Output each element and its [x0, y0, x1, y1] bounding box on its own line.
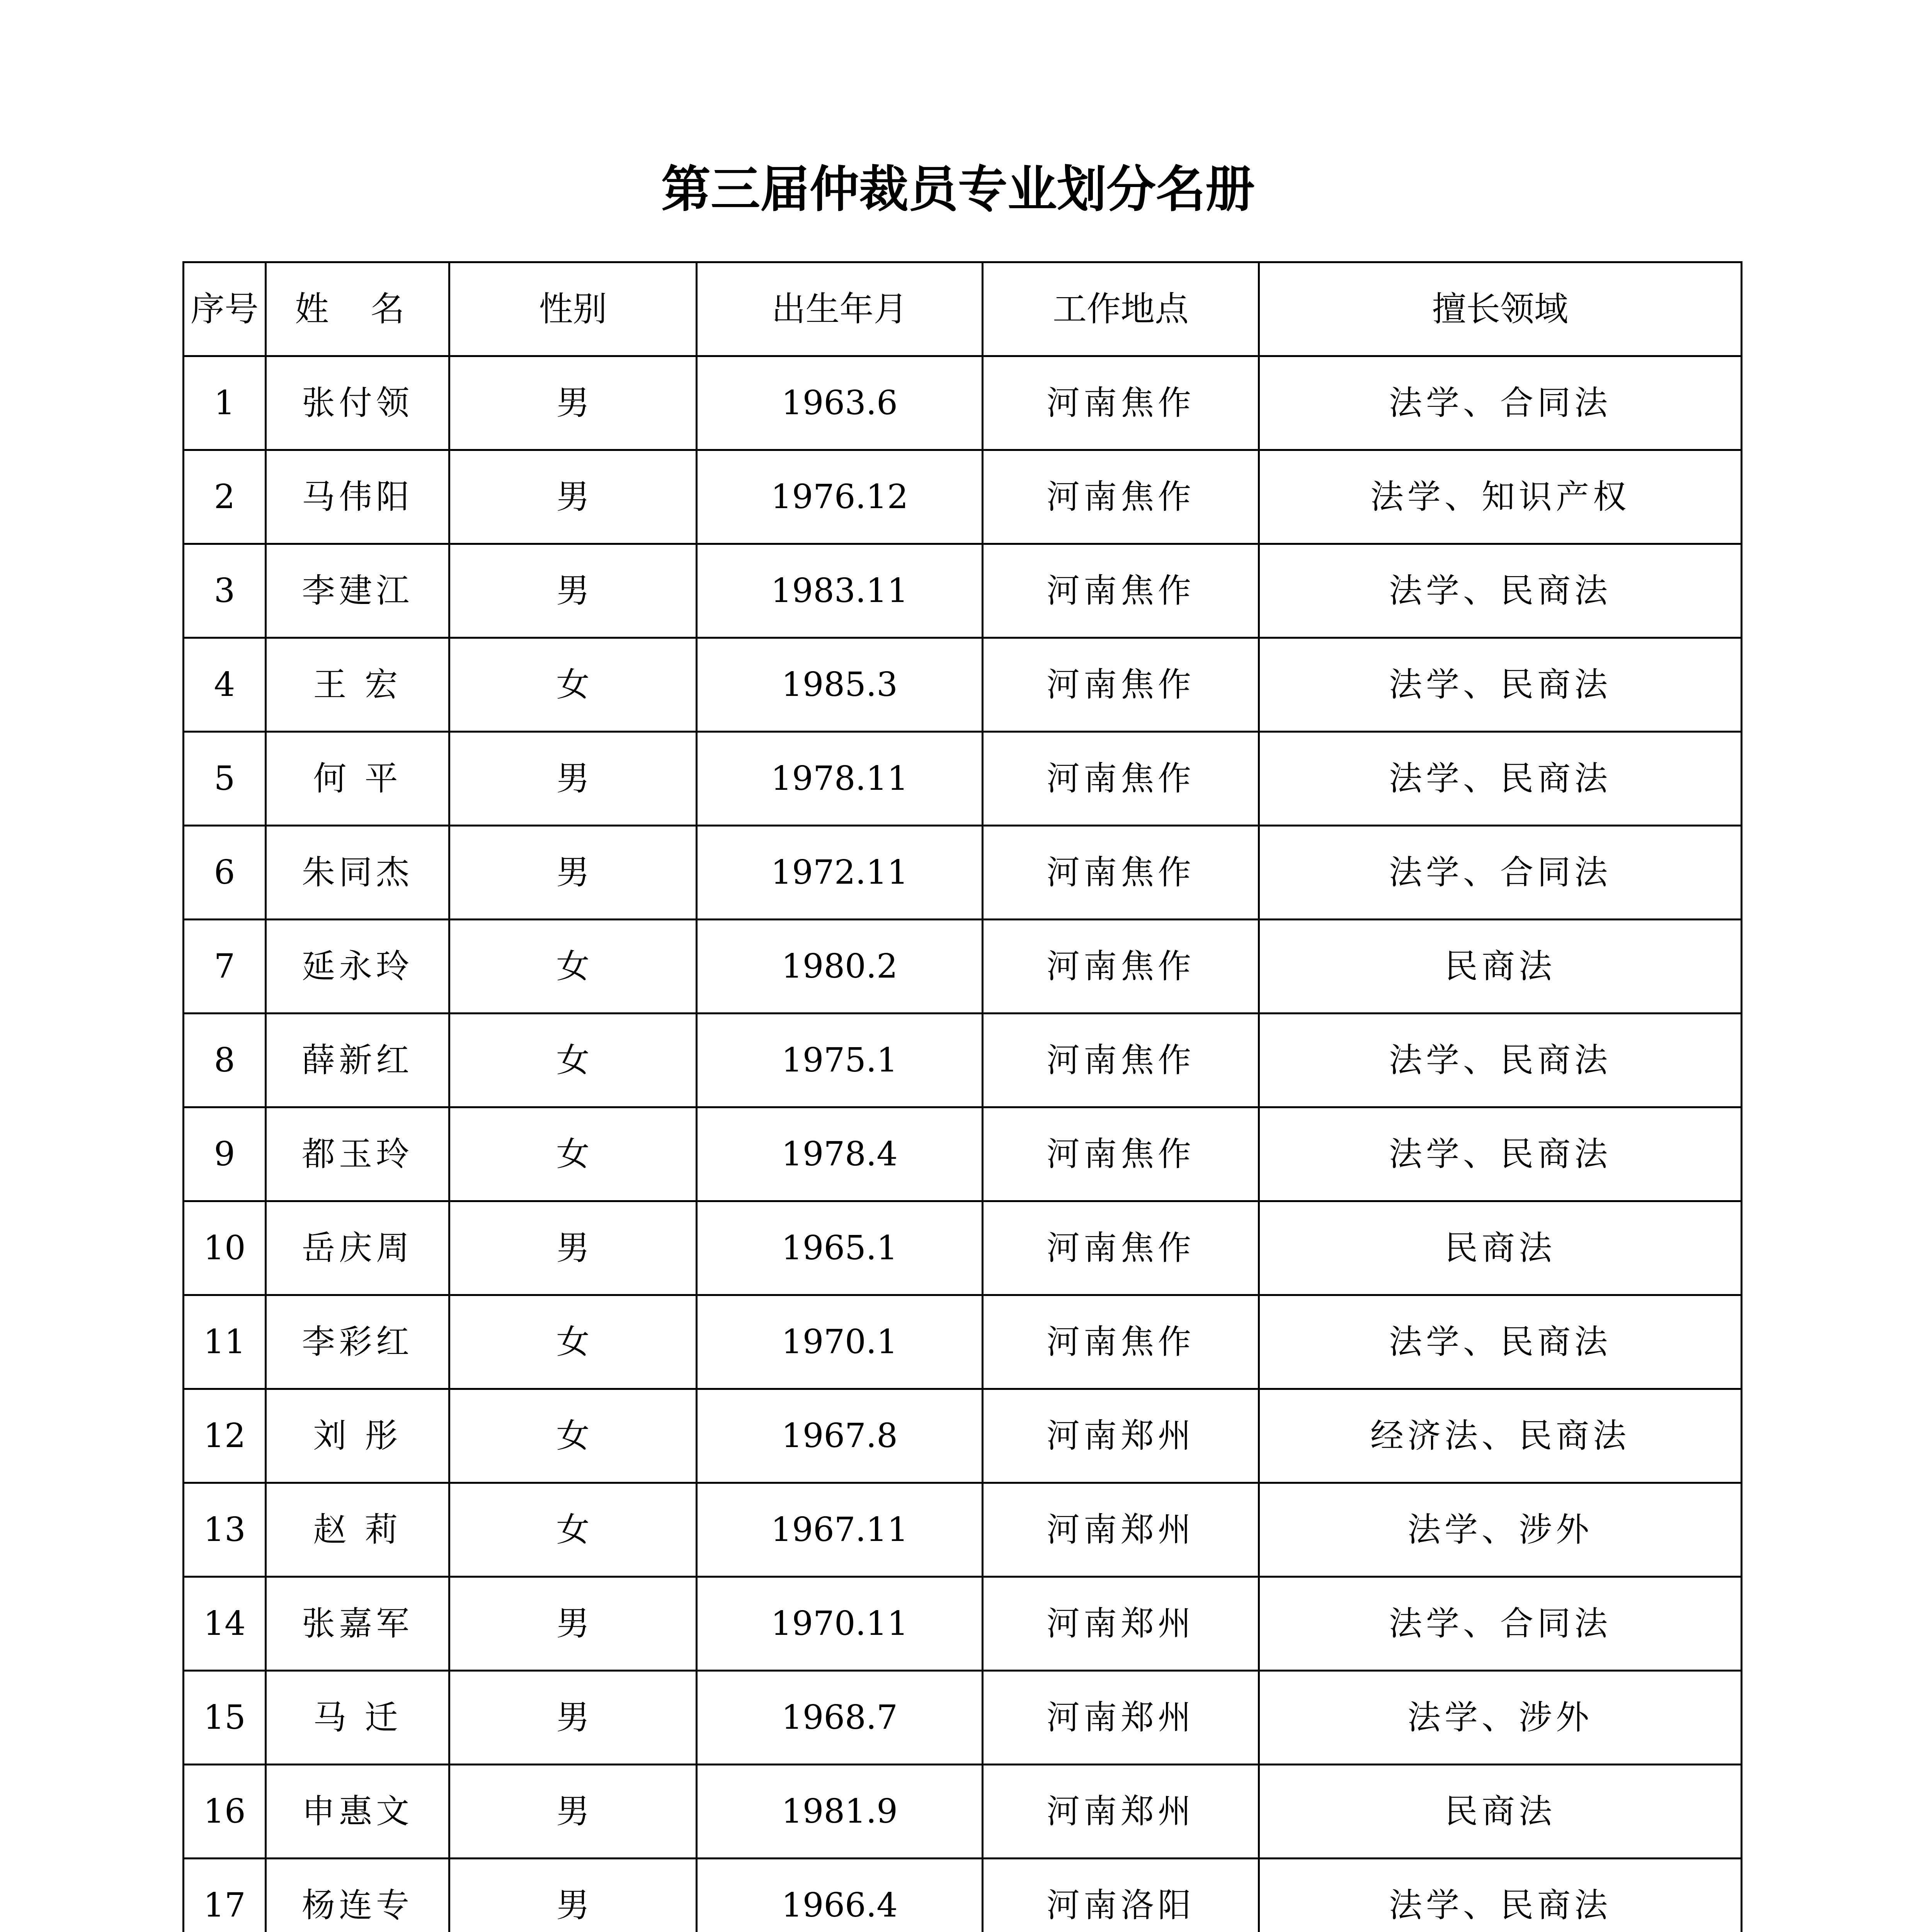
cell-birth: 1968.7: [697, 1671, 983, 1765]
cell-specialty: 法学、民商法: [1259, 544, 1742, 638]
cell-birth: 1972.11: [697, 826, 983, 920]
cell-birth: 1967.11: [697, 1483, 983, 1577]
cell-name: 赵 莉: [266, 1483, 449, 1577]
cell-birth: 1978.4: [697, 1107, 983, 1201]
header-gender: 性别: [449, 262, 697, 356]
cell-index: 6: [184, 826, 266, 920]
cell-gender: 男: [449, 826, 697, 920]
cell-index: 7: [184, 920, 266, 1014]
table-row: [184, 1483, 1742, 1577]
cell-gender: 男: [449, 1671, 697, 1765]
cell-birth: 1981.9: [697, 1765, 983, 1859]
cell-name: 李建江: [266, 544, 449, 638]
table-row: [184, 1577, 1742, 1671]
header-name: 姓 名: [266, 262, 449, 356]
cell-name: 刘 彤: [266, 1389, 449, 1483]
table-row: [184, 450, 1742, 544]
cell-gender: 男: [449, 450, 697, 544]
cell-index: 10: [184, 1201, 266, 1295]
cell-index: 15: [184, 1671, 266, 1765]
table-row: [184, 826, 1742, 920]
cell-name: 申惠文: [266, 1765, 449, 1859]
cell-name: 薛新红: [266, 1014, 449, 1107]
cell-specialty: 法学、知识产权: [1259, 450, 1742, 544]
cell-index: 12: [184, 1389, 266, 1483]
cell-index: 8: [184, 1014, 266, 1107]
cell-workplace: 河南焦作: [983, 732, 1259, 826]
cell-specialty: 法学、民商法: [1259, 1295, 1742, 1389]
cell-name: 何 平: [266, 732, 449, 826]
cell-specialty: 法学、合同法: [1259, 826, 1742, 920]
cell-workplace: 河南焦作: [983, 1014, 1259, 1107]
table-row: [184, 638, 1742, 732]
cell-gender: 男: [449, 356, 697, 450]
cell-name: 张付领: [266, 356, 449, 450]
cell-workplace: 河南郑州: [983, 1765, 1259, 1859]
cell-specialty: 法学、合同法: [1259, 356, 1742, 450]
cell-gender: 女: [449, 1295, 697, 1389]
cell-specialty: 法学、涉外: [1259, 1483, 1742, 1577]
cell-name: 杨连专: [266, 1859, 449, 1932]
cell-birth: 1970.1: [697, 1295, 983, 1389]
cell-specialty: 法学、民商法: [1259, 1014, 1742, 1107]
table-row: [184, 1765, 1742, 1859]
cell-name: 延永玲: [266, 920, 449, 1014]
table-row: [184, 1107, 1742, 1201]
cell-birth: 1975.1: [697, 1014, 983, 1107]
cell-name: 马 迁: [266, 1671, 449, 1765]
table-row: [184, 1014, 1742, 1107]
cell-gender: 男: [449, 1859, 697, 1932]
cell-gender: 女: [449, 920, 697, 1014]
cell-workplace: 河南洛阳: [983, 1859, 1259, 1932]
cell-workplace: 河南焦作: [983, 544, 1259, 638]
cell-index: 13: [184, 1483, 266, 1577]
cell-birth: 1965.1: [697, 1201, 983, 1295]
cell-gender: 男: [449, 1765, 697, 1859]
cell-index: 11: [184, 1295, 266, 1389]
cell-birth: 1963.6: [697, 356, 983, 450]
table-row: [184, 920, 1742, 1014]
table-row: [184, 1859, 1742, 1932]
cell-workplace: 河南焦作: [983, 450, 1259, 544]
cell-specialty: 民商法: [1259, 920, 1742, 1014]
cell-index: 16: [184, 1765, 266, 1859]
table-row: [184, 1389, 1742, 1483]
table-row: [184, 1295, 1742, 1389]
cell-birth: 1983.11: [697, 544, 983, 638]
cell-index: 3: [184, 544, 266, 638]
cell-index: 14: [184, 1577, 266, 1671]
table-body: [184, 356, 1742, 1932]
cell-index: 17: [184, 1859, 266, 1932]
cell-gender: 女: [449, 1107, 697, 1201]
cell-specialty: 法学、涉外: [1259, 1671, 1742, 1765]
table-header-row: [184, 262, 1742, 356]
table-row: [184, 544, 1742, 638]
cell-birth: 1980.2: [697, 920, 983, 1014]
cell-specialty: 法学、民商法: [1259, 638, 1742, 732]
cell-workplace: 河南焦作: [983, 826, 1259, 920]
cell-gender: 女: [449, 1389, 697, 1483]
cell-gender: 女: [449, 1483, 697, 1577]
cell-gender: 男: [449, 544, 697, 638]
header-workplace: 工作地点: [983, 262, 1259, 356]
cell-birth: 1976.12: [697, 450, 983, 544]
cell-index: 9: [184, 1107, 266, 1201]
cell-specialty: 民商法: [1259, 1765, 1742, 1859]
cell-specialty: 法学、民商法: [1259, 1859, 1742, 1932]
cell-workplace: 河南郑州: [983, 1389, 1259, 1483]
cell-workplace: 河南郑州: [983, 1577, 1259, 1671]
cell-workplace: 河南焦作: [983, 356, 1259, 450]
header-birth: 出生年月: [697, 262, 983, 356]
cell-name: 马伟阳: [266, 450, 449, 544]
cell-specialty: 经济法、民商法: [1259, 1389, 1742, 1483]
cell-specialty: 法学、民商法: [1259, 732, 1742, 826]
cell-workplace: 河南郑州: [983, 1671, 1259, 1765]
cell-specialty: 法学、合同法: [1259, 1577, 1742, 1671]
table-row: [184, 732, 1742, 826]
cell-name: 张嘉军: [266, 1577, 449, 1671]
cell-birth: 1985.3: [697, 638, 983, 732]
cell-gender: 女: [449, 1014, 697, 1107]
cell-specialty: 法学、民商法: [1259, 1107, 1742, 1201]
cell-workplace: 河南焦作: [983, 1295, 1259, 1389]
cell-index: 4: [184, 638, 266, 732]
cell-index: 2: [184, 450, 266, 544]
cell-index: 1: [184, 356, 266, 450]
cell-name: 李彩红: [266, 1295, 449, 1389]
cell-workplace: 河南焦作: [983, 1107, 1259, 1201]
cell-birth: 1966.4: [697, 1859, 983, 1932]
cell-gender: 女: [449, 638, 697, 732]
cell-workplace: 河南焦作: [983, 638, 1259, 732]
cell-index: 5: [184, 732, 266, 826]
cell-workplace: 河南焦作: [983, 920, 1259, 1014]
cell-name: 都玉玲: [266, 1107, 449, 1201]
cell-specialty: 民商法: [1259, 1201, 1742, 1295]
cell-name: 朱同杰: [266, 826, 449, 920]
cell-workplace: 河南焦作: [983, 1201, 1259, 1295]
cell-gender: 男: [449, 1577, 697, 1671]
header-specialty: 擅长领域: [1259, 262, 1742, 356]
cell-workplace: 河南郑州: [983, 1483, 1259, 1577]
table-row: [184, 1201, 1742, 1295]
cell-gender: 男: [449, 1201, 697, 1295]
cell-name: 王 宏: [266, 638, 449, 732]
page-title: 第三届仲裁员专业划分名册: [661, 160, 1255, 218]
cell-birth: 1978.11: [697, 732, 983, 826]
header-index: 序号: [184, 262, 266, 356]
cell-gender: 男: [449, 732, 697, 826]
cell-birth: 1967.8: [697, 1389, 983, 1483]
cell-name: 岳庆周: [266, 1201, 449, 1295]
arbitrator-table: [182, 261, 1742, 1932]
cell-birth: 1970.11: [697, 1577, 983, 1671]
table-row: [184, 1671, 1742, 1765]
table-row: [184, 356, 1742, 450]
